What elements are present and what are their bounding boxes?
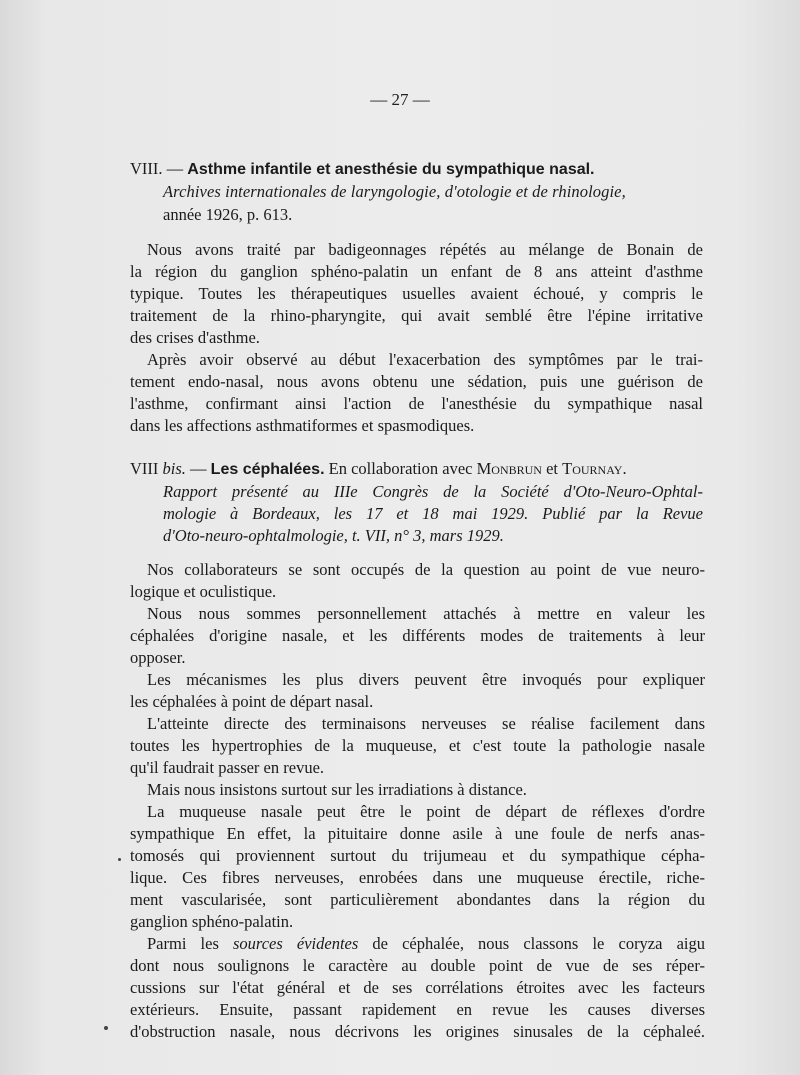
body-text-line: céphalées d'origine nasale, et les différents modes de traitements à leur — [130, 626, 705, 645]
body-text-line: l'asthme, confirmant ainsi l'action de l'anesthésie du sympathique nasal — [130, 394, 703, 413]
body-text-line: lique. Ces fibres nerveuses, enrobées dans une muqueuse érectile, riche- — [130, 868, 705, 887]
body-text-line: Nous nous sommes personnellement attachés à mettre en valeur les — [147, 604, 705, 623]
body-text-line: typique. Toutes les thérapeutiques usuelles avaient échoué, y compris le — [130, 284, 703, 303]
body-text-line: extérieurs. Ensuite, passant rapidement en revue les causes diverses — [130, 1000, 705, 1019]
body-text-line: la région du ganglion sphéno-palatin un enfant de 8 ans atteint d'asthme — [130, 262, 703, 281]
body-text-line — [147, 934, 705, 954]
author-monbrun: Monbrun — [476, 459, 542, 478]
body-text-line: traitement de la rhino-pharyngite, qui avait semblé être l'épine irritative — [130, 306, 703, 325]
body-text-line: Nos collaborateurs se sont occupés de la question au point de vue neuro- — [147, 560, 705, 579]
section-viii-bis-source-line: d'Oto-neuro-ophtalmologie, t. VII, n° 3, mars 1929. — [163, 526, 504, 545]
body-text-line: tement endo-nasal, nous avons obtenu une sédation, puis une guérison de — [130, 372, 703, 391]
body-text-line: La muqueuse nasale peut être le point de départ de réflexes d'ordre — [147, 802, 705, 821]
section-viii-bis-dash: — — [190, 459, 207, 478]
section-viii-bis-source-line: mologie à Bordeaux, les 17 et 18 mai 1929. Publié par la Revue — [163, 504, 703, 523]
scan-speck — [118, 858, 121, 861]
section-viii-source-line: année 1926, p. 613. — [163, 205, 293, 224]
body-text-line: ment vascularisée, sont particulièrement abondantes dans la région du — [130, 890, 705, 909]
body-text-line: Après avoir observé au début l'exacerbation des symptômes par le trai- — [147, 350, 703, 369]
body-text-line: sympathique En effet, la pituitaire donne asile à une foule de nerfs anas- — [130, 824, 705, 843]
body-text-line: qu'il faudrait passer en revue. — [130, 758, 325, 777]
scan-speck — [104, 1026, 108, 1030]
section-viii-source-line: Archives internationales de laryngologie, d'otologie et de rhinologie, — [163, 182, 626, 201]
body-text-line: Les mécanismes les plus divers peuvent être invoqués pour expliquer — [147, 670, 705, 689]
body-text-line: d'obstruction nasale, nous décrivons les origines sinusales de la céphaleé. — [130, 1022, 705, 1041]
body-text-line: Nous avons traité par badigeonnages répétés au mélange de Bonain de — [147, 240, 703, 259]
body-text-line: cussions sur l'état général et de ses corrélations étroites avec les facteurs — [130, 978, 705, 997]
author-conjunction: et — [546, 459, 559, 478]
section-viii-heading — [130, 159, 700, 180]
body-text-line: les céphalées à point de départ nasal. — [130, 692, 374, 711]
text-fragment: Parmi les sources évidentes de céphalée, nous classons le coryza aigu — [147, 934, 705, 953]
body-text-line: opposer. — [130, 648, 186, 667]
body-text-line: L'atteinte directe des terminaisons nerveuses se réalise facilement dans — [147, 714, 705, 733]
body-text-line: dans les affections asthmatiformes et spasmodiques. — [130, 416, 475, 435]
section-viii-bis-suffix: bis. — [162, 459, 186, 478]
emphasis-text: sources évidentes — [232, 934, 359, 953]
section-viii-numeral: VIII. — — [130, 159, 184, 178]
author-tournay: Tournay. — [562, 459, 627, 478]
section-viii-bis-numeral: VIII — [130, 459, 159, 478]
collaboration-text: En collaboration avec — [328, 459, 473, 478]
body-text-line: des crises d'asthme. — [130, 328, 260, 347]
section-viii-bis-title: Les céphalées. — [210, 461, 325, 478]
page-number: — 27 — — [370, 90, 430, 109]
body-text-line: tomosés qui proviennent surtout du trijumeau et du sympathique cépha- — [130, 846, 705, 865]
body-text-line: Mais nous insistons surtout sur les irradiations à distance. — [147, 780, 527, 799]
body-text-line: toutes les hypertrophies de la muqueuse, et c'est toute la pathologie nasale — [130, 736, 705, 755]
section-viii-bis-source-line: Rapport présenté au IIIe Congrès de la Société d'Oto-Neuro-Ophtal- — [163, 482, 703, 501]
section-viii-bis-heading — [130, 459, 705, 480]
body-text-line: ganglion sphéno-palatin. — [130, 912, 294, 931]
body-text-line: logique et oculistique. — [130, 582, 277, 601]
section-viii-title: Asthme infantile et anesthésie du sympathique nasal. — [187, 161, 595, 178]
body-text-line: dont nous soulignons le caractère au double point de vue de ses réper- — [130, 956, 705, 975]
